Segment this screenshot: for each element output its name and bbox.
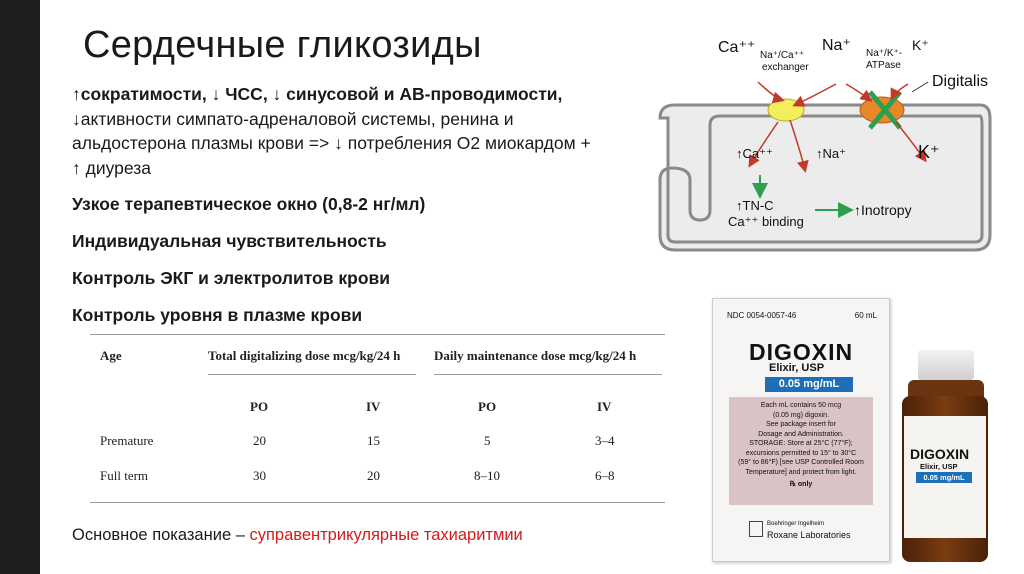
table-cell-age: Premature [100, 433, 154, 448]
label-inotropy: ↑Inotropy [854, 202, 912, 218]
indication-prefix: Основное показание – [72, 526, 250, 544]
table-sub-po-total: PO [250, 399, 269, 414]
table-cell-age: Full term [100, 468, 149, 483]
package-volume: 60 mL [854, 311, 877, 320]
package-info-panel [729, 397, 873, 505]
exchanger-protein [768, 99, 804, 121]
slide-title: Сердечные гликозиды [83, 24, 482, 66]
package-strength: 0.05 mg/mL [765, 377, 853, 392]
label-atpase: Na⁺/K⁺- [866, 48, 903, 59]
table-header-total: Total digitalizing dose mcg/kg/24 h [208, 348, 401, 363]
table-header-age: Age [100, 348, 122, 363]
table-sub-iv-total: IV [366, 399, 381, 414]
package-storage-3: (59° to 86°F) [see USP Controlled Room [738, 459, 864, 466]
table-group-rule-maint [434, 374, 662, 375]
label-k-inside: K⁺ [918, 142, 940, 162]
label-exchanger-2: exchanger [762, 62, 809, 73]
digoxin-bottle-image [898, 350, 990, 562]
effects-paragraph [72, 82, 672, 180]
table-header-maintenance: Daily maintenance dose mcg/kg/24 h [434, 348, 637, 363]
bullet-individual-sensitivity: Индивидуальная чувствительность [72, 231, 387, 251]
package-desc-1: Each mL contains 50 mcg [760, 402, 842, 409]
effects-line-1: ↑сократимости, ↓ ЧСС, ↓ синусовой и АВ-проводимости, [72, 84, 563, 104]
bottle-strength: 0.05 mg/mL [916, 472, 972, 483]
effects-line-3: альдостерона плазмы крови => ↓ потребления О2 миокардом + [72, 133, 591, 153]
bottle-label [904, 416, 986, 538]
dose-table [90, 334, 665, 514]
package-form: Elixir, USP [769, 362, 825, 374]
label-na-inside: ↑Na⁺ [816, 146, 846, 161]
label-k-outside: K⁺ [912, 37, 929, 53]
bullet-ecg-control: Контроль ЭКГ и электролитов крови [72, 268, 391, 288]
package-drug-name: DIGOXIN [749, 339, 854, 365]
table-bottom-rule [90, 502, 665, 503]
label-ca-inside: ↑Ca⁺⁺ [736, 146, 773, 161]
table-cell-maint-po: 8–10 [474, 468, 500, 483]
table-cell-total-iv: 20 [367, 468, 380, 483]
package-ndc: NDC 0054-0057-46 [727, 311, 797, 320]
table-sub-iv-maint: IV [597, 399, 612, 414]
package-maker-2: Roxane Laboratories [767, 530, 851, 540]
package-desc-4: Dosage and Administration. [758, 430, 844, 438]
table-cell-total-po: 20 [253, 433, 266, 448]
package-desc-2: (0.05 mg) digoxin. [772, 411, 830, 419]
roxane-logo-icon [749, 521, 763, 537]
package-storage-1: STORAGE: Store at 25°C (77°F); [749, 440, 853, 447]
bullet-therapeutic-window: Узкое терапевтическое окно (0,8-2 нг/мл) [72, 194, 426, 214]
table-cell-total-po: 30 [253, 468, 266, 483]
table-cell-total-iv: 15 [367, 433, 380, 448]
effects-line-4: ↑ диуреза [72, 157, 151, 178]
table-sub-po-maint: PO [478, 399, 497, 414]
label-ca-outside: Ca⁺⁺ [718, 39, 756, 56]
bullet-plasma-level: Контроль уровня в плазме крови [72, 305, 363, 325]
cell-membrane [660, 105, 990, 250]
left-accent-bar [0, 0, 40, 574]
mechanism-diagram [650, 30, 1000, 265]
mechanism-svg [650, 30, 1000, 265]
table-cell-maint-po: 5 [484, 433, 491, 448]
table-cell-maint-iv: 6–8 [595, 468, 615, 483]
package-maker-1: Boehringer Ingelheim [767, 521, 825, 527]
bottle-cap [918, 350, 974, 380]
bottle-drug-name: DIGOXIN [910, 446, 970, 462]
package-desc-3: See package insert for [765, 421, 837, 428]
label-na-outside: Na⁺ [822, 37, 851, 54]
package-storage-4: Temperature] and protect from light. [745, 468, 857, 476]
label-exchanger: Na⁺/Ca⁺⁺ [760, 50, 805, 61]
table-group-rule-total [208, 374, 416, 375]
label-ca-binding: Ca⁺⁺ binding [728, 214, 804, 229]
label-atpase-2: ATPase [866, 60, 901, 71]
main-indication [72, 526, 523, 545]
label-tnc: ↑TN-C [736, 198, 774, 213]
digoxin-package-image [712, 298, 890, 562]
package-rx: ℞ only [789, 481, 813, 488]
table-cell-maint-iv: 3–4 [595, 433, 615, 448]
package-storage-2: excursions permitted to 15° to 30°C [745, 449, 857, 457]
effects-line-2: ↓активности симпато-адреналовой системы, ренина и [72, 108, 514, 129]
indication-highlight: суправентрикулярные тахиаритмии [249, 526, 523, 544]
label-digitalis: Digitalis [932, 73, 989, 90]
table-top-rule [90, 334, 665, 335]
bottle-form: Elixir, USP [920, 462, 958, 471]
